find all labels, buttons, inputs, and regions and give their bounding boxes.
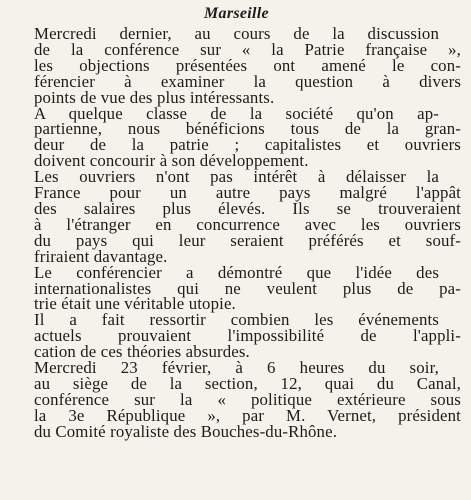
- text-line: actuels prouvaient l'impossibilité de l'appli-: [34, 326, 461, 346]
- text-line: doivent concourir à son développement.: [34, 151, 309, 171]
- text-line: France pour un autre pays malgré l'appât: [34, 183, 461, 203]
- article-heading: Marseille: [204, 5, 269, 22]
- text-line: au siège de la section, 12, quai du Canal,: [34, 373, 461, 393]
- text-line: Il a fait ressortir combien les événements: [34, 310, 439, 330]
- text-line: cation de ces théories absurdes.: [34, 342, 250, 362]
- text-line: Le conférencier a démontré que l'idée des: [34, 262, 439, 282]
- text-line: la 3e République », par M. Vernet, président: [34, 405, 461, 425]
- text-line: A quelque classe de la société qu'on ap-: [34, 103, 439, 123]
- paragraph-1: [12, 26, 461, 106]
- text-line: les objections présentées ont amené le con-: [34, 55, 461, 75]
- text-line: friraient davantage.: [34, 246, 168, 266]
- text-line: Les ouvriers n'ont pas intérêt à délaisser la: [34, 167, 439, 187]
- text-line: internationalistes qui ne veulent plus de pa-: [34, 278, 461, 298]
- text-line: de la conférence sur « la Patrie française »,: [34, 39, 461, 59]
- paragraph-2: [12, 103, 461, 171]
- text-line: deur de la patrie ; capitalistes et ouvriers: [34, 135, 461, 155]
- text-line: du pays qui leur seraient préférés et souf-: [34, 230, 461, 250]
- text-line: trie était une véritable utopie.: [34, 294, 236, 314]
- text-line: des salaires plus élevés. Ils se trouveraient: [34, 198, 461, 218]
- text-line: Mercredi dernier, au cours de la discussion: [34, 24, 439, 43]
- text-line: à l'étranger en concurrence avec les ouvriers: [34, 214, 461, 234]
- paragraph-4: [12, 262, 461, 314]
- paragraph-6: [12, 360, 461, 440]
- text-line: Mercredi 23 février, à 6 heures du soir,: [34, 358, 439, 378]
- text-line: points de vue des plus intéressants.: [34, 87, 275, 107]
- text-line: partienne, nous bénéficions tous de la gran-: [34, 119, 461, 139]
- paragraph-3: [12, 169, 461, 264]
- text-line: du Comité royaliste des Bouches-du-Rhône.: [34, 421, 338, 441]
- paragraph-5: [12, 312, 461, 360]
- text-line: conférence sur la « politique extérieure sous: [34, 389, 461, 409]
- text-line: férencier à examiner la question à divers: [34, 71, 461, 91]
